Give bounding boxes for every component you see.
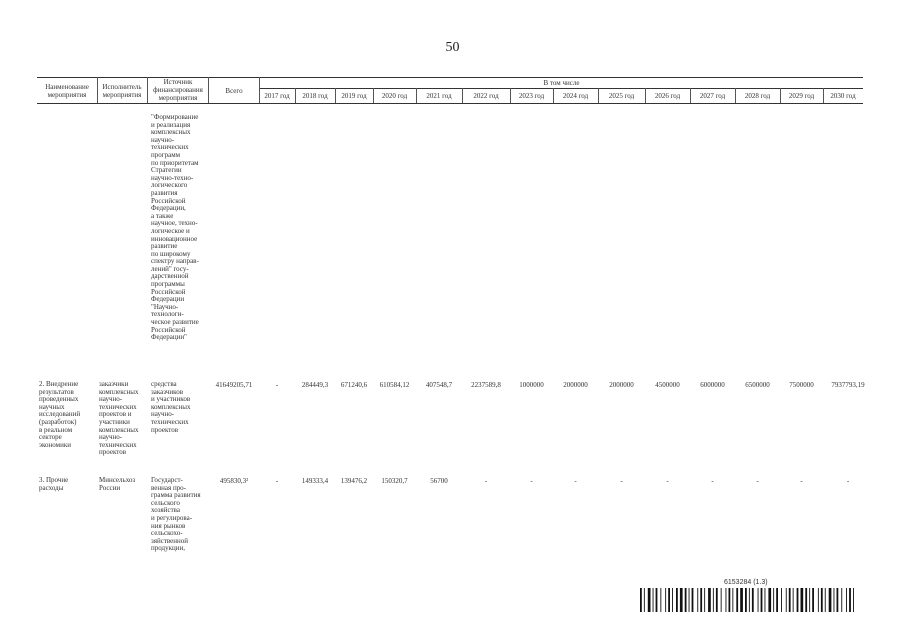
barcode-bar: [648, 588, 651, 612]
cell-value: 671240,6: [340, 381, 368, 389]
barcode-bar: [812, 588, 814, 612]
header-year: 2027 год: [699, 92, 726, 100]
cell-value: 284449,3: [301, 381, 329, 389]
cell-value: -: [800, 477, 803, 485]
cell-value: -: [666, 477, 669, 485]
cell-value: 2237589,8: [471, 381, 501, 389]
cell-value: 1000000: [519, 381, 544, 389]
header-year: 2024 год: [562, 92, 589, 100]
barcode-bar: [752, 588, 754, 612]
barcode-bar: [837, 588, 839, 612]
barcode-bar: [793, 588, 794, 612]
barcode-bar: [825, 588, 826, 612]
page-number: 50: [445, 40, 460, 55]
barcode-bar: [656, 588, 658, 612]
header-name: Наименование мероприятия: [45, 83, 89, 99]
barcode-bar: [660, 588, 661, 612]
header-year: 2022 год: [473, 92, 499, 100]
barcode-bar: [758, 588, 759, 612]
cell-value: 139476,2: [340, 477, 368, 485]
cell-value: 2000000: [563, 381, 588, 389]
barcode-bar: [736, 588, 738, 612]
barcode: [640, 588, 856, 612]
header-year: 2028 год: [744, 92, 771, 100]
barcode-bar: [732, 588, 733, 612]
cell-value: 7500000: [789, 381, 814, 389]
header-including: В том числе: [543, 79, 580, 87]
cell-value: -: [530, 477, 533, 485]
header-source: Источник финансирования мероприятия: [153, 78, 203, 102]
cell-value: 407548,7: [425, 381, 453, 389]
barcode-bar: [834, 588, 835, 612]
table-header-bottom-rule: [37, 103, 863, 104]
cell-value: 6000000: [700, 381, 725, 389]
barcode-bar: [716, 588, 718, 612]
barcode-bar: [665, 588, 666, 612]
barcode-bar: [749, 588, 750, 612]
barcode-bar: [676, 588, 678, 612]
cell-value: -: [484, 477, 488, 485]
cell-value: -: [574, 477, 577, 485]
cell-value: 6500000: [745, 381, 770, 389]
header-year: 2029 год: [788, 92, 815, 100]
barcode-bar: [644, 588, 645, 612]
barcode-bar: [729, 588, 731, 612]
cell-value: -: [756, 477, 759, 485]
header-year: 2026 год: [654, 92, 681, 100]
barcode-bar: [745, 588, 747, 612]
barcode-bar: [697, 588, 698, 612]
header-year: 2020 год: [381, 92, 408, 100]
barcode-bar: [713, 588, 714, 612]
barcode-bar: [768, 588, 771, 612]
cell-executor: заказчики комплексных научно- технических проектов и участники комплексных научно- технических проектов: [99, 380, 139, 457]
cell-total: 495830,3²: [219, 477, 249, 485]
barcode-bar: [846, 588, 847, 612]
barcode-bar: [761, 588, 763, 612]
cell-source: средства заказчиков и участников комплексных научно- технических проектов: [151, 380, 191, 434]
cell-value: 610584,12: [379, 381, 410, 389]
barcode-bar: [786, 588, 787, 612]
barcode-bar: [821, 588, 823, 612]
cell-value: 56700: [430, 477, 448, 485]
cell-source: Государст- венная про- грамма развития сельского хозяйства и регулирова- ния рынков сельскохо- зяйственной продукции,: [151, 476, 201, 553]
cell-name: 2. Внедрение результатов проведенных научных исследований (разработок) в реальном секторе экономики: [39, 380, 81, 449]
cell-value: 150320,7: [381, 477, 408, 485]
cell-name: 3. Прочие расходы: [39, 476, 69, 492]
barcode-bar: [773, 588, 774, 612]
barcode-label: 6153284 (1.3): [724, 579, 768, 586]
barcode-bar: [849, 588, 851, 612]
cell-value: 7937793,19: [831, 381, 865, 389]
barcode-bar: [781, 588, 782, 612]
barcode-bar: [805, 588, 807, 612]
header-year: 2019 год: [341, 92, 367, 100]
cell-value: 149333,4: [301, 477, 329, 485]
header-year: 2025 год: [608, 92, 635, 100]
header-year: 2023 год: [518, 92, 545, 100]
barcode-bar: [818, 588, 819, 612]
header-year: 2017 год: [264, 92, 290, 100]
barcode-bar: [680, 588, 683, 612]
barcode-bar: [692, 588, 694, 612]
cell-executor: Минсельхоз России: [99, 476, 136, 492]
cell-value: 2000000: [609, 381, 634, 389]
barcode-bar: [829, 588, 832, 612]
cell-value: -: [620, 477, 623, 485]
barcode-bar: [653, 588, 654, 612]
barcode-bar: [789, 588, 791, 612]
cell-value: -: [275, 477, 279, 485]
cell-value: 4500000: [655, 381, 680, 389]
barcode-bar: [685, 588, 687, 612]
cell-total: 41649205,71: [215, 381, 253, 389]
cell-value: -: [711, 477, 714, 485]
barcode-bar: [704, 588, 705, 612]
header-year: 2030 год: [830, 92, 856, 100]
barcode-bar: [726, 588, 727, 612]
header-total: Всего: [225, 87, 243, 95]
barcode-bar: [708, 588, 711, 612]
barcode-bar: [765, 588, 766, 612]
barcode-bar: [797, 588, 799, 612]
header-executor: Исполнитель мероприятия: [102, 83, 142, 99]
barcode-bar: [801, 588, 804, 612]
barcode-bar: [689, 588, 690, 612]
cell-source: "Формирование и реализация комплексных научно- технических программ по приоритетам Стратегии научно-техно- логического развития Российской Федерации, а также научное, техно- логическое и инновационное развитие по широкому спектру направ- лений" госу- дарственной программы Российской Федерации "Научно- технологи- ческое развитие Российской Федерации": [151, 113, 199, 342]
barcode-bar: [853, 588, 854, 612]
barcode-bar: [809, 588, 810, 612]
cell-value: -: [275, 381, 279, 389]
header-year: 2018 год: [302, 92, 328, 100]
barcode-bar: [776, 588, 778, 612]
header-year: 2021 год: [426, 92, 452, 100]
barcode-bar: [700, 588, 702, 612]
cell-value: -: [846, 477, 850, 485]
barcode-bar: [640, 588, 642, 612]
barcode-bar: [672, 588, 673, 612]
barcode-bar: [721, 588, 722, 612]
barcode-bar: [740, 588, 743, 612]
barcode-bar: [668, 588, 670, 612]
barcode-bar: [841, 588, 842, 612]
table-header-years-rule: [259, 88, 863, 89]
